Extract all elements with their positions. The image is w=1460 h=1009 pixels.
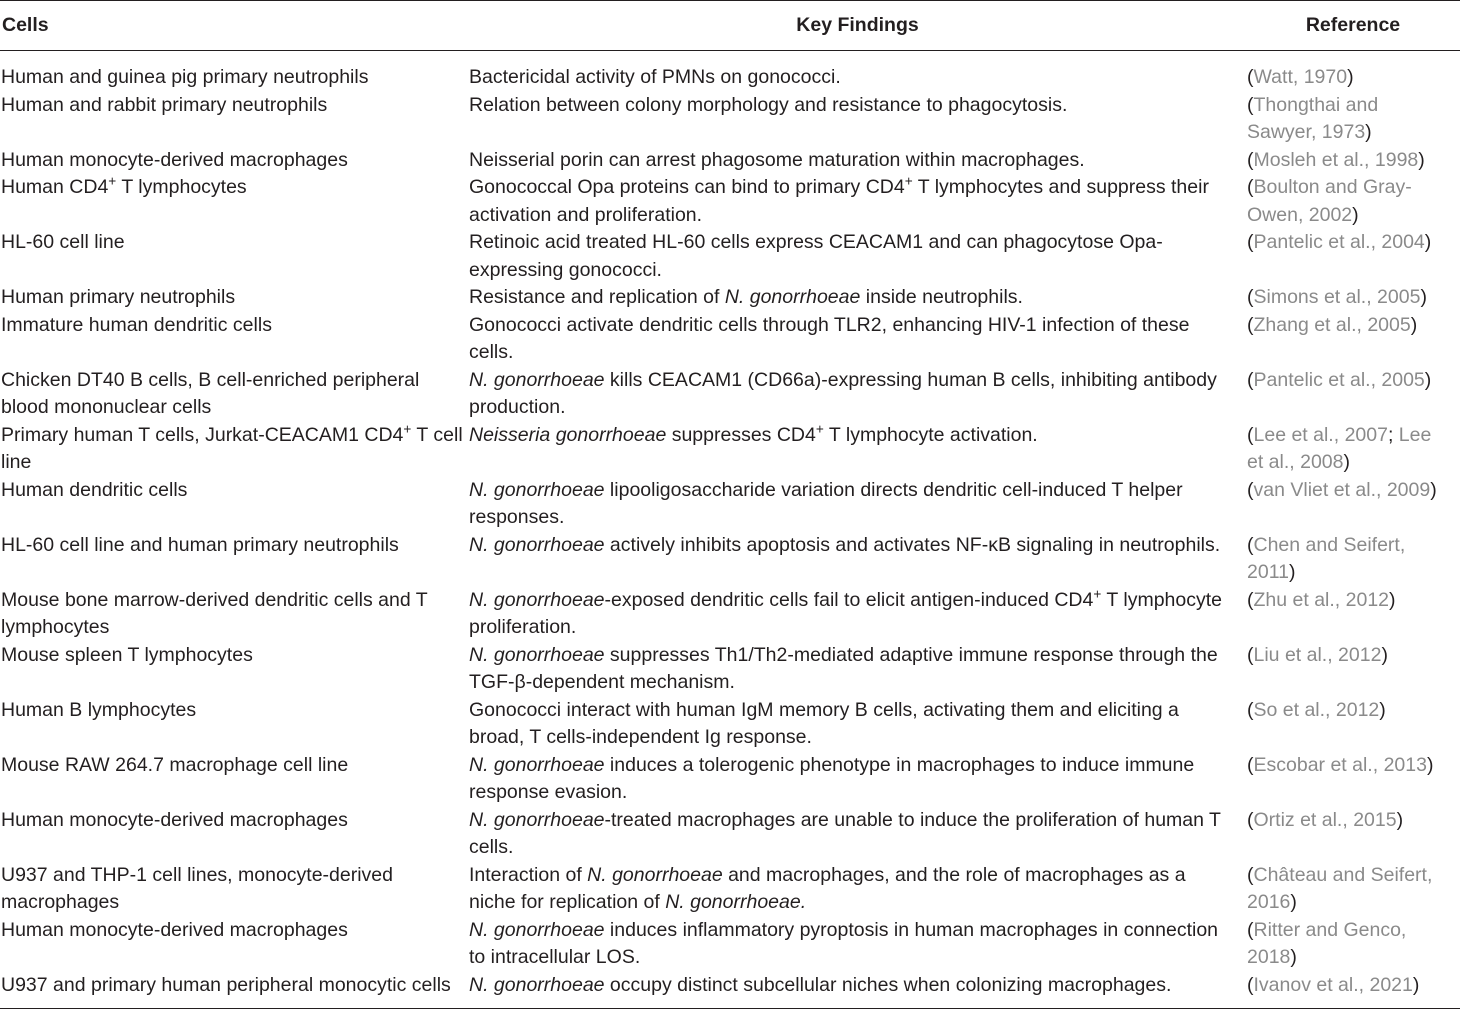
cell-type-text: Immature human dendritic cells (1, 313, 272, 336)
cell-type-text: Human monocyte-derived macrophages (1, 148, 348, 171)
header-key-findings: Key Findings (469, 1, 1246, 51)
reference (1246, 367, 1460, 422)
table-row (0, 312, 1460, 367)
cell-type-text: T lymphocytes (116, 176, 247, 198)
cell-type (0, 752, 469, 807)
species-name: Neisseria gonorrhoeae (469, 423, 667, 446)
reference-text (1246, 147, 1452, 175)
finding-text: Gonococci activate dendritic cells through TLR2, enhancing HIV-1 infection of these cells. (469, 313, 1190, 363)
citation-punctuation: ) (1424, 368, 1432, 391)
key-finding (469, 367, 1246, 422)
key-finding (469, 862, 1246, 917)
table-row (0, 51, 1460, 92)
citation-punctuation: ( (1247, 313, 1254, 336)
cell-type-text: Mouse bone marrow-derived dendritic cells and T lymphocytes (1, 588, 428, 638)
citation-link[interactable]: Château and Seifert, 2016 (1247, 863, 1433, 913)
finding-text: Bactericidal activity of PMNs on gonococci. (469, 66, 841, 88)
reference-text (1246, 532, 1452, 587)
citation-punctuation: ) (1410, 313, 1418, 336)
table-row (0, 972, 1460, 1009)
cell-type-text: Human and rabbit primary neutrophils (1, 93, 328, 116)
reference (1246, 862, 1460, 917)
superscript: + (815, 421, 824, 436)
finding-text: suppresses Th1/Th2-mediated adaptive immune response through the TGF-β-dependent mechanism. (469, 643, 1218, 693)
citation-punctuation: ( (1247, 588, 1254, 611)
reference (1246, 312, 1460, 367)
citation-punctuation: ) (1426, 753, 1434, 776)
table-row (0, 92, 1460, 147)
cell-type (0, 587, 469, 642)
cell-type (0, 422, 469, 477)
reference (1246, 917, 1460, 972)
species-name: N. gonorrhoeae. (665, 891, 807, 913)
cell-type (0, 312, 469, 367)
citation-punctuation: ) (1365, 121, 1372, 143)
key-finding (469, 284, 1246, 312)
reference-text (1246, 807, 1452, 835)
citation-punctuation: ( (1247, 808, 1254, 831)
superscript: + (108, 173, 117, 189)
finding-text: Gonococcal Opa proteins can bind to primary CD4 (469, 176, 905, 198)
reference-text (1246, 972, 1452, 1000)
cell-type (0, 917, 469, 972)
citation-link[interactable]: Watt, 1970 (1253, 66, 1348, 88)
finding-text: occupy distinct subcellular niches when colonizing macrophages. (604, 973, 1172, 996)
species-name: N. gonorrhoeae (469, 533, 605, 556)
table-row (0, 807, 1460, 862)
finding-text: Gonococci interact with human IgM memory B cells, activating them and eliciting a broad, T cells-independent Ig response. (469, 698, 1179, 748)
citation-link[interactable]: Ritter and Genco, 2018 (1247, 918, 1407, 968)
citation-punctuation: ) (1343, 451, 1350, 473)
citation-link[interactable]: Thongthai and Sawyer, 1973 (1247, 93, 1379, 143)
cell-type-text: Chicken DT40 B cells, B cell-enriched peripheral blood mononuclear cells (1, 368, 420, 418)
citation-punctuation: ( (1247, 698, 1254, 721)
cell-type-text: Mouse spleen T lymphocytes (1, 643, 253, 666)
citation-link[interactable]: Ortiz et al., 2015 (1253, 808, 1397, 831)
reference-text (1246, 642, 1452, 670)
citation-link[interactable]: Simons et al., 2005 (1253, 286, 1421, 308)
citation-punctuation: ) (1381, 643, 1388, 666)
citation-link[interactable]: Lee et al., 2008 (1247, 423, 1432, 473)
citation-punctuation: ( (1247, 286, 1254, 308)
species-name: N. gonorrhoeae (724, 286, 861, 308)
citation-link[interactable]: Lee et al., 2007 (1253, 423, 1388, 446)
citation-punctuation: ) (1389, 588, 1396, 611)
table-row (0, 367, 1460, 422)
species-name: N. gonorrhoeae (469, 973, 605, 996)
citation-punctuation: ( (1247, 478, 1254, 501)
citation-punctuation: ) (1424, 231, 1432, 253)
reference (1246, 422, 1460, 477)
citation-punctuation: ) (1412, 973, 1420, 996)
reference-text (1246, 477, 1452, 505)
reference (1246, 147, 1460, 175)
key-finding (469, 697, 1246, 752)
key-finding (469, 92, 1246, 147)
finding-text: and macrophages, and the role of macrophages as a niche for replication of (469, 863, 1186, 913)
species-name: N. gonorrhoeae (469, 588, 605, 611)
reference-text (1246, 174, 1452, 229)
key-finding (469, 422, 1246, 477)
species-name: N. gonorrhoeae (469, 368, 605, 391)
finding-text: Retinoic acid treated HL-60 cells express CEACAM1 and can phagocytose Opa-expressing gonococci. (469, 231, 1163, 281)
finding-text: induces a tolerogenic phenotype in macrophages to induce immune response evasion. (469, 753, 1195, 803)
citation-punctuation: ) (1420, 286, 1427, 308)
citation-link[interactable]: Chen and Seifert, 2011 (1247, 533, 1406, 583)
species-name: N. gonorrhoeae (587, 863, 723, 886)
reference-text (1246, 229, 1452, 257)
header-row (0, 1, 1460, 51)
reference (1246, 697, 1460, 752)
finding-text: Neisserial porin can arrest phagosome maturation within macrophages. (469, 148, 1085, 171)
citation-punctuation: ( (1247, 93, 1254, 116)
citation-punctuation: ( (1247, 643, 1254, 666)
cell-type (0, 229, 469, 284)
table-row (0, 422, 1460, 477)
reference (1246, 51, 1460, 92)
key-finding (469, 51, 1246, 92)
cell-type (0, 284, 469, 312)
cell-type (0, 174, 469, 229)
table-row (0, 752, 1460, 807)
finding-text: -exposed dendritic cells fail to elicit antigen-induced CD4 (604, 588, 1094, 611)
reference (1246, 229, 1460, 284)
cell-type-text: Human and guinea pig primary neutrophils (1, 66, 369, 88)
reference (1246, 284, 1460, 312)
table-row (0, 862, 1460, 917)
cell-type-text: U937 and primary human peripheral monocytic cells (1, 973, 451, 996)
citation-punctuation: ( (1247, 863, 1254, 886)
citation-link[interactable]: van Vliet et al., 2009 (1253, 478, 1431, 501)
finding-text: actively inhibits apoptosis and activates NF-κB signaling in neutrophils. (604, 533, 1221, 556)
cell-type-text: Human monocyte-derived macrophages (1, 808, 348, 831)
table-row (0, 917, 1460, 972)
cell-type-text: HL-60 cell line and human primary neutrophils (1, 533, 399, 556)
citation-link[interactable]: Boulton and Gray-Owen, 2002 (1247, 176, 1412, 226)
citation-link[interactable]: So et al., 2012 (1253, 698, 1380, 721)
species-name: N. gonorrhoeae (469, 643, 605, 666)
citation-link[interactable]: Pantelic et al., 2004 (1253, 231, 1425, 253)
reference (1246, 92, 1460, 147)
reference (1246, 587, 1460, 642)
reference-text (1246, 64, 1452, 92)
cell-type (0, 147, 469, 175)
reference (1246, 532, 1460, 587)
citation-punctuation: ( (1247, 973, 1254, 996)
citation-punctuation: ) (1352, 203, 1359, 226)
cell-type-text: HL-60 cell line (1, 231, 125, 253)
cell-type (0, 477, 469, 532)
citation-punctuation: ) (1290, 891, 1297, 913)
cell-type-text: Mouse RAW 264.7 macrophage cell line (1, 753, 349, 776)
reference-text (1246, 862, 1452, 917)
finding-text: kills CEACAM1 (CD66a)-expressing human B cells, inhibiting antibody production. (469, 368, 1217, 418)
citation-punctuation: ( (1247, 368, 1254, 391)
cell-type (0, 642, 469, 697)
reference (1246, 174, 1460, 229)
cell-type (0, 697, 469, 752)
citation-punctuation: ( (1247, 148, 1254, 171)
key-finding (469, 229, 1246, 284)
cell-type (0, 367, 469, 422)
cell-type (0, 862, 469, 917)
citation-link[interactable]: Liu et al., 2012 (1253, 643, 1382, 666)
citation-punctuation: ) (1288, 561, 1296, 583)
citation-punctuation: ( (1247, 423, 1254, 446)
key-finding (469, 642, 1246, 697)
citation-link[interactable]: Ivanov et al., 2021 (1253, 973, 1413, 996)
key-finding (469, 532, 1246, 587)
cell-type-text: T cell line (1, 423, 463, 473)
citation-punctuation: ( (1247, 918, 1254, 941)
citation-punctuation: ) (1379, 698, 1386, 721)
cell-type-text: Human primary neutrophils (1, 286, 236, 308)
cell-type-text: Human dendritic cells (1, 478, 188, 501)
citation-punctuation: ) (1430, 478, 1437, 501)
finding-text: Interaction of (469, 863, 588, 886)
reference (1246, 972, 1460, 1009)
table-body (0, 51, 1460, 1009)
key-finding (469, 147, 1246, 175)
reference-text (1246, 284, 1452, 312)
citation-link[interactable]: Zhu et al., 2012 (1253, 588, 1390, 611)
citation-link[interactable]: Zhang et al., 2005 (1253, 313, 1411, 336)
citation-punctuation: ( (1247, 176, 1254, 198)
finding-text: T lymphocyte proliferation. (469, 588, 1222, 638)
citation-punctuation: ( (1247, 66, 1254, 88)
species-name: N. gonorrhoeae (469, 753, 605, 776)
key-finding (469, 807, 1246, 862)
citation-link[interactable]: Escobar et al., 2013 (1253, 753, 1427, 776)
cell-type (0, 807, 469, 862)
superscript: + (1093, 586, 1102, 601)
finding-text: Resistance and replication of (469, 286, 725, 308)
table-row (0, 284, 1460, 312)
key-finding (469, 917, 1246, 972)
finding-text: T lymphocytes and suppress their activation and proliferation. (469, 176, 1209, 226)
key-finding (469, 972, 1246, 1009)
key-finding (469, 477, 1246, 532)
superscript: + (904, 173, 913, 189)
finding-text: inside neutrophils. (860, 286, 1023, 308)
citation-punctuation: ) (1290, 946, 1297, 968)
table-row (0, 229, 1460, 284)
citation-punctuation: ( (1247, 753, 1254, 776)
table-row (0, 532, 1460, 587)
citation-punctuation: ( (1247, 231, 1254, 253)
cell-type-text: Human CD4 (1, 176, 109, 198)
reference-text (1246, 422, 1452, 477)
reference-text (1246, 367, 1452, 395)
superscript: + (403, 421, 412, 436)
species-name: N. gonorrhoeae (469, 808, 605, 831)
cell-type (0, 972, 469, 1009)
citation-punctuation: ) (1418, 148, 1425, 171)
citation-punctuation: ; (1387, 423, 1399, 446)
finding-text: -treated macrophages are unable to induce the proliferation of human T cells. (469, 808, 1221, 858)
table-row (0, 147, 1460, 175)
table-row (0, 642, 1460, 697)
citation-link[interactable]: Pantelic et al., 2005 (1253, 368, 1425, 391)
cell-type-text: Human B lymphocytes (1, 698, 197, 721)
cell-type (0, 51, 469, 92)
cell-type-text: Primary human T cells, Jurkat-CEACAM1 CD4 (1, 423, 404, 446)
species-name: N. gonorrhoeae (469, 918, 605, 941)
key-finding (469, 752, 1246, 807)
header-reference: Reference (1246, 1, 1460, 51)
reference-text (1246, 312, 1452, 340)
species-name: N. gonorrhoeae (469, 478, 605, 501)
reference-text (1246, 587, 1452, 615)
table-row (0, 174, 1460, 229)
citation-link[interactable]: Mosleh et al., 1998 (1253, 148, 1419, 171)
cell-type (0, 532, 469, 587)
header-cells: Cells (0, 1, 469, 51)
reference-text (1246, 917, 1452, 972)
reference-text (1246, 697, 1452, 725)
cell-type-text: Human monocyte-derived macrophages (1, 918, 348, 941)
finding-text: lipooligosaccharide variation directs dendritic cell-induced T helper responses. (469, 478, 1183, 528)
finding-text: suppresses CD4 (666, 423, 816, 446)
table-row (0, 477, 1460, 532)
finding-text: Relation between colony morphology and resistance to phagocytosis. (469, 93, 1068, 116)
citation-punctuation: ) (1347, 66, 1354, 88)
reference-text (1246, 92, 1452, 147)
cell-type (0, 92, 469, 147)
reference (1246, 477, 1460, 532)
cell-type-text: U937 and THP-1 cell lines, monocyte-derived macrophages (1, 863, 393, 913)
citation-punctuation: ( (1247, 533, 1254, 556)
table-row (0, 697, 1460, 752)
key-finding (469, 174, 1246, 229)
reference (1246, 642, 1460, 697)
reference (1246, 752, 1460, 807)
finding-text: induces inflammatory pyroptosis in human macrophages in connection to intracellular LOS. (469, 918, 1219, 968)
table-row (0, 587, 1460, 642)
finding-text: T lymphocyte activation. (823, 423, 1038, 446)
key-finding (469, 587, 1246, 642)
key-finding (469, 312, 1246, 367)
reference-text (1246, 752, 1452, 780)
citation-punctuation: ) (1396, 808, 1404, 831)
reference (1246, 807, 1460, 862)
